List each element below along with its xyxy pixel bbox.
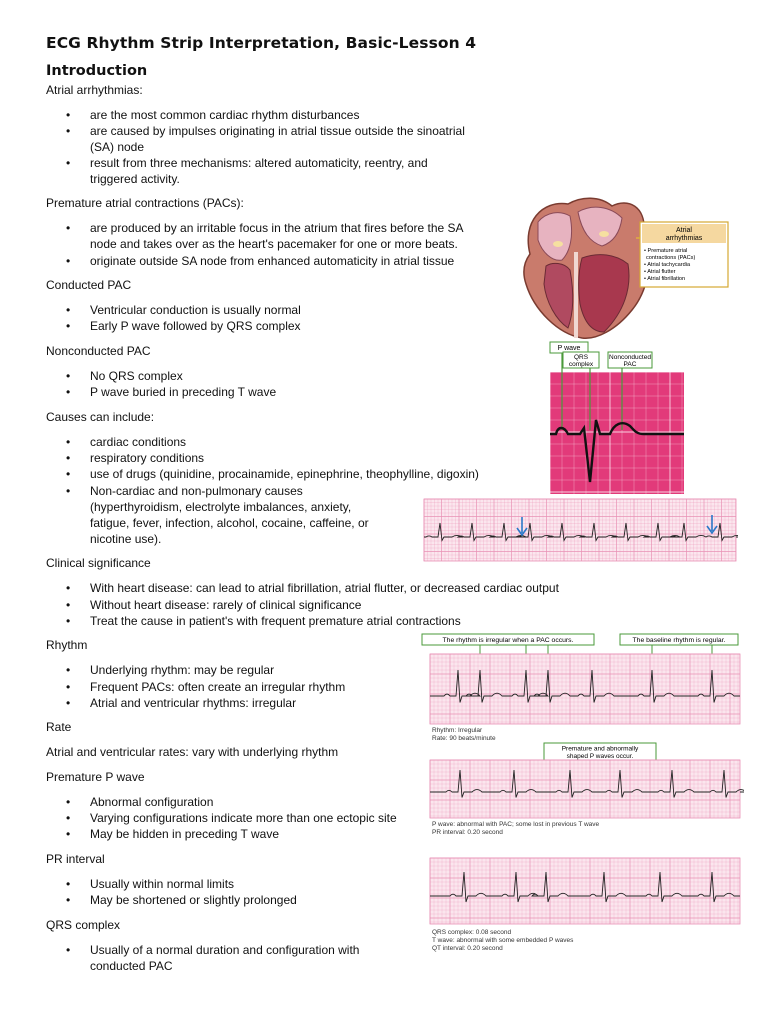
label-rhythm: Rhythm: [46, 638, 88, 652]
bullet-icon: •: [66, 467, 71, 481]
bullet-icon: •: [66, 108, 71, 122]
label-nonconducted-pac: Nonconducted: [609, 354, 651, 361]
ecg-strip-qrs: [420, 856, 744, 966]
label-causes: Causes can include:: [46, 410, 155, 424]
box-item: • Atrial fibrillation: [644, 276, 686, 282]
bullet-icon: •: [66, 696, 71, 710]
strip-bg: [430, 654, 740, 724]
box-title: arrhythmias: [665, 235, 703, 242]
pac-rhythm-strip: [422, 497, 738, 563]
bullet-icon: •: [66, 581, 71, 595]
label-conducted-pac: Conducted PAC: [46, 278, 132, 292]
heart-drawing: [524, 198, 649, 338]
strip-caption: T wave: abnormal with some embedded P waves: [432, 937, 574, 944]
box-title: Atrial: [676, 227, 692, 234]
section-heading-introduction: Introduction: [46, 63, 148, 79]
bullet-icon: •: [66, 451, 71, 465]
bullet-icon: •: [66, 369, 71, 383]
strip-caption: Rhythm: Irregular: [432, 727, 483, 734]
bullet-icon: •: [66, 680, 71, 694]
bullet-icon: •: [66, 156, 71, 170]
bullet-icon: •: [66, 484, 71, 498]
bullet-icon: •: [66, 124, 71, 138]
strip-bg: [430, 760, 740, 818]
bullet-icon: •: [66, 319, 71, 333]
ecg-strip-rhythm: [420, 632, 744, 744]
bullet-icon: •: [66, 385, 71, 399]
callout-regular: The baseline rhythm is regular.: [632, 637, 726, 644]
ecg-strip-p-wave: [420, 742, 744, 838]
bullet-icon: •: [66, 893, 71, 907]
label-qrs-complex: complex: [568, 361, 594, 368]
bullet-icon: •: [66, 254, 71, 268]
callout-irregular: The rhythm is irregular when a PAC occurs.: [442, 637, 574, 644]
box-item: • Atrial flutter: [644, 269, 676, 275]
box-item: • Atrial tachycardia: [644, 262, 691, 268]
bullet-icon: •: [66, 614, 71, 628]
label-rate: Rate: [46, 720, 72, 734]
bullet-icon: •: [66, 943, 71, 957]
bullet-icon: •: [66, 877, 71, 891]
rate-text: Atrial and ventricular rates: vary with underlying rhythm: [46, 745, 339, 759]
box-item: contractions (PACs): [646, 255, 696, 261]
bullet-icon: •: [66, 598, 71, 612]
callout-premature-p: shaped P waves occur.: [566, 753, 634, 760]
bullet-icon: •: [66, 827, 71, 841]
bullet-icon: •: [66, 811, 71, 825]
strip-caption: QRS complex: 0.08 second: [432, 929, 512, 936]
label-pacs: Premature atrial contractions (PACs):: [46, 196, 244, 210]
strip-caption: PR interval: 0.20 second: [432, 829, 503, 836]
bullet-icon: •: [66, 303, 71, 317]
pac-conduction-diagram: [540, 340, 685, 495]
label-nonconducted-pac: Nonconducted PAC: [46, 344, 151, 358]
strip-caption: QT interval: 0.20 second: [432, 945, 503, 952]
label-clinical-significance: Clinical significance: [46, 556, 151, 570]
strip-caption: Rate: 90 beats/minute: [432, 735, 496, 742]
label-qrs-complex: QRS: [573, 354, 589, 361]
bullet-icon: •: [66, 663, 71, 677]
page-title: ECG Rhythm Strip Interpretation, Basic-Lesson 4: [46, 34, 477, 52]
label-qrs-complex: QRS complex: [46, 918, 121, 932]
callout-premature-p: Premature and abnormally: [561, 745, 639, 753]
label-pr-interval: PR interval: [46, 852, 105, 866]
strip-caption: P wave: abnormal with PAC; some lost in previous T wave: [432, 821, 600, 828]
heart-illustration: [512, 192, 732, 347]
bullet-icon: •: [66, 795, 71, 809]
label-nonconducted-pac: PAC: [623, 361, 637, 368]
box-item: • Premature atrial: [644, 248, 688, 254]
bullet-icon: •: [66, 221, 71, 235]
label-premature-p-wave: Premature P wave: [46, 770, 145, 784]
label-p-wave: P wave: [557, 345, 581, 352]
label-atrial-arrhythmias: Atrial arrhythmias:: [46, 83, 143, 97]
bullet-icon: •: [66, 435, 71, 449]
